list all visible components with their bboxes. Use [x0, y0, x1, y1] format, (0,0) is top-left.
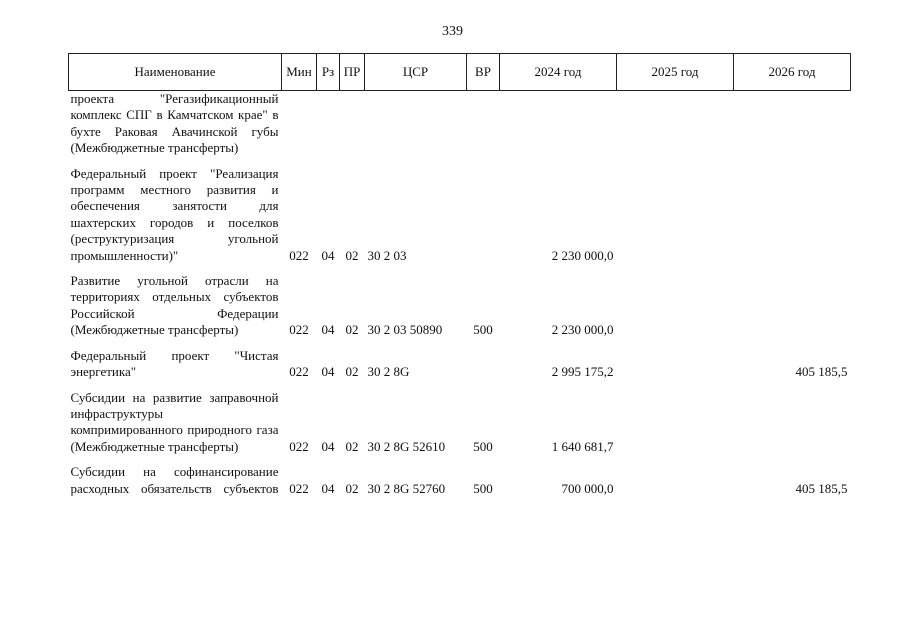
table-body — [69, 91, 851, 497]
cell-y2026: 405 185,5 — [795, 480, 848, 496]
header-name: Наименование — [69, 54, 282, 91]
cell-rz: 04 — [321, 480, 335, 496]
cell-y2025 — [617, 166, 734, 264]
header-min: Мин — [282, 54, 317, 91]
header-csr: ЦСР — [365, 54, 467, 91]
cell-y2024: 700 000,0 — [561, 480, 614, 496]
cell-y2024: 2 230 000,0 — [551, 322, 614, 338]
cell-csr: 30 2 8G 52760 — [367, 480, 446, 496]
row-gap-cell — [69, 455, 851, 464]
table-row — [69, 91, 851, 157]
cell-rz: 04 — [321, 438, 335, 454]
cell-vr — [467, 91, 500, 157]
table-header — [69, 54, 851, 91]
cell-y2026: 405 185,5 — [795, 364, 848, 380]
page-number: 339 — [442, 24, 463, 39]
cell-y2024: 1 640 681,7 — [551, 438, 614, 454]
header-pr: ПР — [340, 54, 365, 91]
table-row — [69, 464, 851, 497]
cell-name: Федеральный проект "Чистая энергетика" — [70, 347, 279, 380]
cell-name: Развитие угольной отрасли на территориях отдельных субъектов Российской Федерации (Межбюджетные трансферты) — [70, 273, 279, 338]
cell-y2025 — [617, 464, 734, 497]
header-vr: ВР — [467, 54, 500, 91]
cell-y2026 — [734, 390, 851, 456]
cell-vr: 500 — [473, 438, 493, 454]
row-gap — [69, 455, 851, 464]
cell-pr: 02 — [345, 480, 359, 496]
cell-rz: 04 — [321, 364, 335, 380]
cell-y2026 — [734, 273, 851, 339]
table-row — [69, 166, 851, 264]
row-gap-cell — [69, 339, 851, 348]
cell-vr: 500 — [473, 480, 493, 496]
cell-y2025 — [617, 273, 734, 339]
cell-min: 022 — [289, 438, 309, 454]
row-gap-cell — [69, 381, 851, 390]
row-gap — [69, 381, 851, 390]
cell-pr: 02 — [345, 322, 359, 338]
cell-csr: 30 2 03 — [367, 247, 407, 263]
cell-y2025 — [617, 390, 734, 456]
header-2025: 2025 год — [617, 54, 734, 91]
header-2026: 2026 год — [734, 54, 851, 91]
row-gap — [69, 264, 851, 273]
budget-table — [68, 53, 851, 497]
row-gap — [69, 339, 851, 348]
cell-vr: 500 — [473, 322, 493, 338]
row-gap — [69, 157, 851, 166]
cell-y2026 — [734, 166, 851, 264]
cell-pr: 02 — [345, 247, 359, 263]
cell-min: 022 — [289, 247, 309, 263]
cell-csr: 30 2 8G — [367, 364, 410, 380]
cell-min: 022 — [289, 364, 309, 380]
row-gap-cell — [69, 157, 851, 166]
cell-y2025 — [617, 348, 734, 381]
cell-name: Федеральный проект "Реализация программ местного развития и обеспечения занятости для шахтерских городов и поселков (реструктуризация угольной промышленности)" — [70, 165, 279, 263]
cell-pr: 02 — [345, 364, 359, 380]
header-2024: 2024 год — [500, 54, 617, 91]
table-row — [69, 273, 851, 339]
cell-vr — [467, 348, 500, 381]
cell-rz: 04 — [321, 322, 335, 338]
cell-y2024: 2 230 000,0 — [551, 247, 614, 263]
cell-name: Субсидии на развитие заправочной инфраструктуры компримированного природного газа (Межбюджетные трансферты) — [70, 389, 279, 454]
table-row — [69, 390, 851, 456]
cell-y2025 — [617, 91, 734, 157]
cell-pr: 02 — [345, 438, 359, 454]
table-row — [69, 348, 851, 381]
cell-min: 022 — [289, 322, 309, 338]
header-rz: Рз — [317, 54, 340, 91]
cell-csr: 30 2 8G 52610 — [367, 438, 446, 454]
cell-y2024 — [500, 91, 617, 157]
cell-name: Субсидии на софинансирование расходных обязательств субъектов — [70, 464, 279, 496]
cell-min — [282, 91, 317, 157]
cell-rz — [317, 91, 340, 157]
cell-name: проекта "Регазификационный комплекс СПГ в Камчатском крае" в бухте Раковая Авачинской губы (Межбюджетные трансферты) — [70, 91, 279, 156]
cell-vr — [467, 166, 500, 264]
cell-min: 022 — [289, 480, 309, 496]
cell-csr — [365, 91, 467, 157]
cell-y2024: 2 995 175,2 — [551, 364, 614, 380]
cell-csr: 30 2 03 50890 — [367, 322, 443, 338]
cell-rz: 04 — [321, 247, 335, 263]
cell-pr — [340, 91, 365, 157]
row-gap-cell — [69, 264, 851, 273]
cell-y2026 — [734, 91, 851, 157]
